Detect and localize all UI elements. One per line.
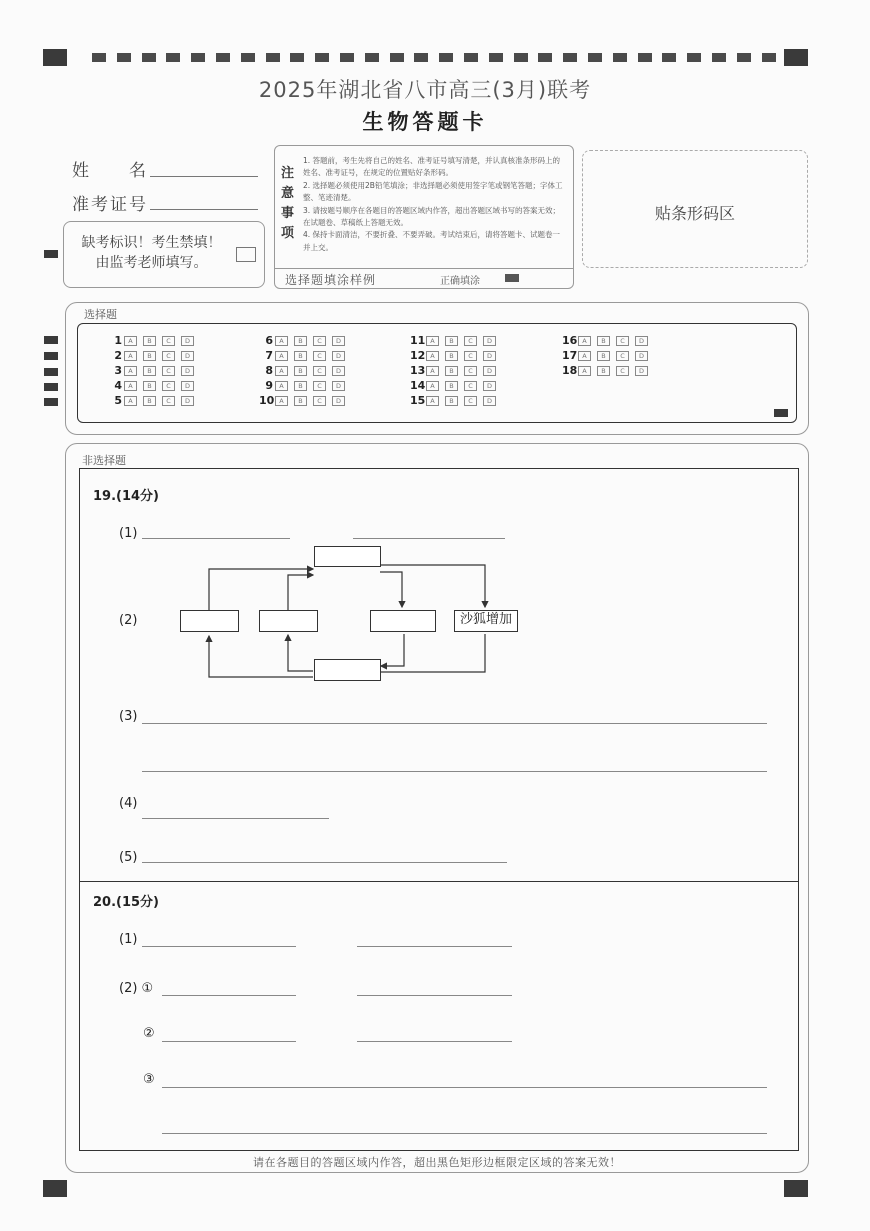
exam-title: 2025年湖北省八市高三(3月)联考: [258, 78, 592, 102]
question-number: 8: [265, 364, 273, 377]
note-item: 4. 保持卡面清洁，不要折叠、不要弄破。考试结束后，请将答题卡、试题卷一并上交。: [303, 230, 561, 252]
option-bubble[interactable]: D: [483, 396, 496, 406]
option-bubble[interactable]: A: [426, 381, 439, 391]
option-bubble[interactable]: B: [143, 336, 156, 346]
option-bubble[interactable]: A: [578, 351, 591, 361]
timing-mark: [191, 53, 205, 62]
exam-id-label: 准考证号: [72, 195, 148, 215]
timing-mark: [638, 53, 652, 62]
option-bubble[interactable]: B: [294, 396, 307, 406]
diagram-box-bottom[interactable]: [314, 659, 381, 681]
choice-question: [562, 365, 654, 377]
option-bubble[interactable]: A: [426, 336, 439, 346]
q20-sub2c-label: ③: [143, 1072, 155, 1087]
option-bubble[interactable]: B: [294, 336, 307, 346]
option-bubble[interactable]: A: [426, 396, 439, 406]
diagram-box-middle[interactable]: [259, 610, 318, 632]
option-bubble[interactable]: B: [294, 351, 307, 361]
option-bubble[interactable]: C: [313, 351, 326, 361]
side-mark: [44, 336, 58, 344]
fill-sample-label: 选择题填涂样例: [285, 273, 377, 287]
q20-title: 20.(15分): [93, 895, 160, 910]
q20-sub2-label: (2) ①: [119, 981, 154, 996]
choice-question: [259, 365, 351, 377]
timing-mark: [737, 53, 751, 62]
timing-mark: [290, 53, 304, 62]
diagram-box-left[interactable]: [180, 610, 239, 632]
q19-sub1-label: (1): [119, 526, 138, 541]
choice-question: [410, 365, 502, 377]
side-mark: [44, 368, 58, 376]
note-item: 2. 选择题必须使用2B铅笔填涂；非选择题必须使用签字笔或钢笔答题；字体工整、笔迹清楚。: [303, 180, 563, 203]
option-bubble[interactable]: A: [426, 351, 439, 361]
diagram-box-fox: 沙狐增加: [454, 610, 518, 632]
option-bubble[interactable]: C: [162, 396, 175, 406]
option-bubble[interactable]: A: [275, 351, 288, 361]
question-number: 12: [410, 349, 426, 362]
option-bubble[interactable]: D: [483, 336, 496, 346]
fill-correct-mark: [505, 274, 519, 282]
option-bubble[interactable]: B: [445, 396, 458, 406]
choice-question: [410, 350, 502, 362]
timing-mark: [687, 53, 701, 62]
q20-sub2-2-blank2[interactable]: [357, 1041, 512, 1042]
option-bubble[interactable]: D: [332, 351, 345, 361]
timing-mark: [414, 53, 428, 62]
barcode-area[interactable]: [582, 150, 808, 268]
choice-question: [410, 380, 502, 392]
q19-sub3-label: (3): [119, 709, 138, 724]
option-bubble[interactable]: C: [464, 396, 477, 406]
question-number: 13: [410, 364, 426, 377]
option-bubble[interactable]: C: [464, 336, 477, 346]
choice-end-mark: [774, 409, 788, 417]
timing-mark: [390, 53, 404, 62]
side-mark: [44, 250, 58, 258]
side-mark: [44, 383, 58, 391]
q19-sub1-blank2[interactable]: [353, 538, 505, 539]
timing-mark: [489, 53, 503, 62]
option-bubble[interactable]: A: [275, 396, 288, 406]
choice-question: [259, 350, 351, 362]
timing-mark: [712, 53, 726, 62]
choice-question: [108, 335, 200, 347]
nonchoice-section-label: 非选择题: [82, 454, 126, 467]
q19-sub4-blank[interactable]: [142, 818, 329, 819]
option-bubble[interactable]: A: [124, 396, 137, 406]
timing-mark: [216, 53, 230, 62]
option-bubble[interactable]: B: [445, 351, 458, 361]
choice-question: [562, 335, 654, 347]
choice-section-label: 选择题: [84, 308, 117, 321]
question-number: 16: [562, 334, 578, 347]
option-bubble[interactable]: A: [578, 366, 591, 376]
option-bubble[interactable]: C: [464, 366, 477, 376]
option-bubble[interactable]: B: [597, 336, 610, 346]
choice-question: [108, 350, 200, 362]
question-number: 7: [265, 349, 273, 362]
choice-question: [410, 395, 502, 407]
q20-sub2-2-blank1[interactable]: [162, 1041, 296, 1042]
choice-question: [562, 350, 654, 362]
option-bubble[interactable]: B: [143, 366, 156, 376]
absent-mark-box: [63, 221, 265, 288]
option-bubble[interactable]: C: [162, 366, 175, 376]
timing-mark: [563, 53, 577, 62]
option-bubble[interactable]: B: [294, 381, 307, 391]
notes-box: [274, 145, 574, 289]
option-bubble[interactable]: D: [181, 366, 194, 376]
side-mark: [44, 352, 58, 360]
absent-text: 缺考标识！考生禁填！ 由监考老师填写。: [81, 235, 222, 271]
option-bubble[interactable]: C: [616, 351, 629, 361]
option-bubble[interactable]: B: [597, 351, 610, 361]
option-bubble[interactable]: D: [635, 366, 648, 376]
timing-mark: [514, 53, 528, 62]
choice-grid: [77, 323, 797, 423]
q20-sub2-3-blank2[interactable]: [162, 1133, 767, 1134]
question-number: 9: [265, 379, 273, 392]
option-bubble[interactable]: A: [124, 366, 137, 376]
q20-sub1-blank2[interactable]: [357, 946, 512, 947]
option-bubble[interactable]: A: [275, 336, 288, 346]
q20-sub1-blank1[interactable]: [142, 946, 296, 947]
option-bubble[interactable]: D: [332, 396, 345, 406]
option-bubble[interactable]: C: [464, 351, 477, 361]
timing-mark: [439, 53, 453, 62]
q19-sub5-label: (5): [119, 850, 138, 865]
option-bubble[interactable]: C: [464, 381, 477, 391]
option-bubble[interactable]: B: [143, 351, 156, 361]
question-number: 14: [410, 379, 426, 392]
timing-mark: [588, 53, 602, 62]
question-number: 10: [259, 394, 275, 407]
option-bubble[interactable]: A: [426, 366, 439, 376]
q19-title: 19.(14分): [93, 489, 160, 504]
footer-note: 请在各题目的答题区域内作答，超出黑色矩形边框限定区域的答案无效！: [253, 1156, 621, 1169]
timing-mark: [762, 53, 776, 62]
option-bubble[interactable]: A: [124, 336, 137, 346]
subject-title: 生物答题卡: [362, 110, 488, 134]
timing-mark: [340, 53, 354, 62]
side-mark: [44, 398, 58, 406]
option-bubble[interactable]: A: [275, 366, 288, 376]
question-number: 2: [114, 349, 122, 362]
corner-mark-bottom-left: [43, 1180, 67, 1197]
option-bubble[interactable]: B: [445, 366, 458, 376]
choice-question: [108, 395, 200, 407]
nonchoice-section: [65, 443, 809, 1173]
corner-mark-top-right: [784, 49, 808, 66]
option-bubble[interactable]: D: [181, 351, 194, 361]
option-bubble[interactable]: C: [162, 351, 175, 361]
q19-sub2-label: (2): [119, 613, 138, 628]
option-bubble[interactable]: D: [181, 381, 194, 391]
question-divider: [80, 881, 798, 882]
q20-sub1-label: (1): [119, 932, 138, 947]
q20-sub2-1-blank1[interactable]: [162, 995, 296, 996]
question-number: 4: [114, 379, 122, 392]
timing-mark: [266, 53, 280, 62]
timing-mark: [241, 53, 255, 62]
barcode-label: 贴条形码区: [654, 204, 735, 223]
diagram-box-top[interactable]: [314, 546, 381, 567]
option-bubble[interactable]: B: [445, 381, 458, 391]
question-number: 1: [114, 334, 122, 347]
question-number: 3: [114, 364, 122, 377]
timing-mark: [315, 53, 329, 62]
timing-mark: [117, 53, 131, 62]
note-item: 1. 答题前，考生先将自己的姓名、准考证号填写清楚，并认真核准条形码上的姓名、准考证号，在规定的位置贴好条形码。: [303, 156, 561, 178]
q19-sub3-blank2[interactable]: [142, 771, 767, 772]
choice-question: [259, 335, 351, 347]
option-bubble[interactable]: D: [483, 351, 496, 361]
timing-mark: [166, 53, 180, 62]
q20-sub2-3-blank1[interactable]: [162, 1087, 767, 1088]
q19-sub4-label: (4): [119, 796, 138, 811]
notes-list: [303, 155, 567, 254]
timing-mark: [365, 53, 379, 62]
q19-sub1-blank1[interactable]: [142, 538, 290, 539]
option-bubble[interactable]: C: [616, 366, 629, 376]
option-bubble[interactable]: C: [313, 396, 326, 406]
option-bubble[interactable]: C: [313, 381, 326, 391]
fill-correct-label: 正确填涂: [440, 276, 480, 287]
option-bubble[interactable]: A: [124, 351, 137, 361]
timing-mark: [142, 53, 156, 62]
question-number: 15: [410, 394, 426, 407]
q19-sub3-blank1[interactable]: [142, 723, 767, 724]
name-label: 姓 名: [72, 161, 148, 181]
timing-mark: [92, 53, 106, 62]
q20-sub2-1-blank2[interactable]: [357, 995, 512, 996]
question-number: 5: [114, 394, 122, 407]
q19-sub5-blank[interactable]: [142, 862, 507, 863]
option-bubble[interactable]: B: [445, 336, 458, 346]
question-number: 18: [562, 364, 578, 377]
option-bubble[interactable]: C: [616, 336, 629, 346]
q20-sub2b-label: ②: [143, 1026, 155, 1041]
option-bubble[interactable]: B: [597, 366, 610, 376]
option-bubble[interactable]: B: [143, 381, 156, 391]
option-bubble[interactable]: A: [578, 336, 591, 346]
timing-mark: [613, 53, 627, 62]
option-bubble[interactable]: D: [635, 336, 648, 346]
option-bubble[interactable]: D: [332, 336, 345, 346]
timing-mark: [538, 53, 552, 62]
timing-mark: [662, 53, 676, 62]
option-bubble[interactable]: C: [313, 336, 326, 346]
option-bubble[interactable]: D: [332, 381, 345, 391]
timing-mark: [464, 53, 478, 62]
choice-question: [259, 380, 351, 392]
corner-mark-bottom-right: [784, 1180, 808, 1197]
choice-question: [108, 365, 200, 377]
diagram-box-right[interactable]: [370, 610, 436, 632]
choice-section: [65, 302, 809, 435]
choice-question: [108, 380, 200, 392]
exam-id-field[interactable]: [150, 209, 258, 210]
choice-question: [410, 335, 502, 347]
question-number: 11: [410, 334, 426, 347]
option-bubble[interactable]: D: [635, 351, 648, 361]
option-bubble[interactable]: A: [275, 381, 288, 391]
question-number: 6: [265, 334, 273, 347]
option-bubble[interactable]: D: [483, 381, 496, 391]
option-bubble[interactable]: A: [124, 381, 137, 391]
fill-sample-row: [275, 268, 573, 288]
option-bubble[interactable]: D: [181, 336, 194, 346]
option-bubble[interactable]: D: [483, 366, 496, 376]
option-bubble[interactable]: D: [181, 396, 194, 406]
notes-label: 注意事项: [281, 166, 295, 241]
absent-checkbox[interactable]: [236, 247, 256, 262]
question-number: 17: [562, 349, 578, 362]
corner-mark-top-left: [43, 49, 67, 66]
choice-question: [259, 395, 351, 407]
option-bubble[interactable]: C: [162, 336, 175, 346]
option-bubble[interactable]: B: [143, 396, 156, 406]
option-bubble[interactable]: C: [313, 366, 326, 376]
option-bubble[interactable]: B: [294, 366, 307, 376]
note-item: 3. 请按题号顺序在各题目的答题区域内作答，超出答题区域书写的答案无效；在试题卷、草稿纸上答题无效。: [303, 205, 561, 228]
option-bubble[interactable]: C: [162, 381, 175, 391]
name-field[interactable]: [150, 176, 258, 177]
answer-frame: [79, 468, 799, 1151]
option-bubble[interactable]: D: [332, 366, 345, 376]
